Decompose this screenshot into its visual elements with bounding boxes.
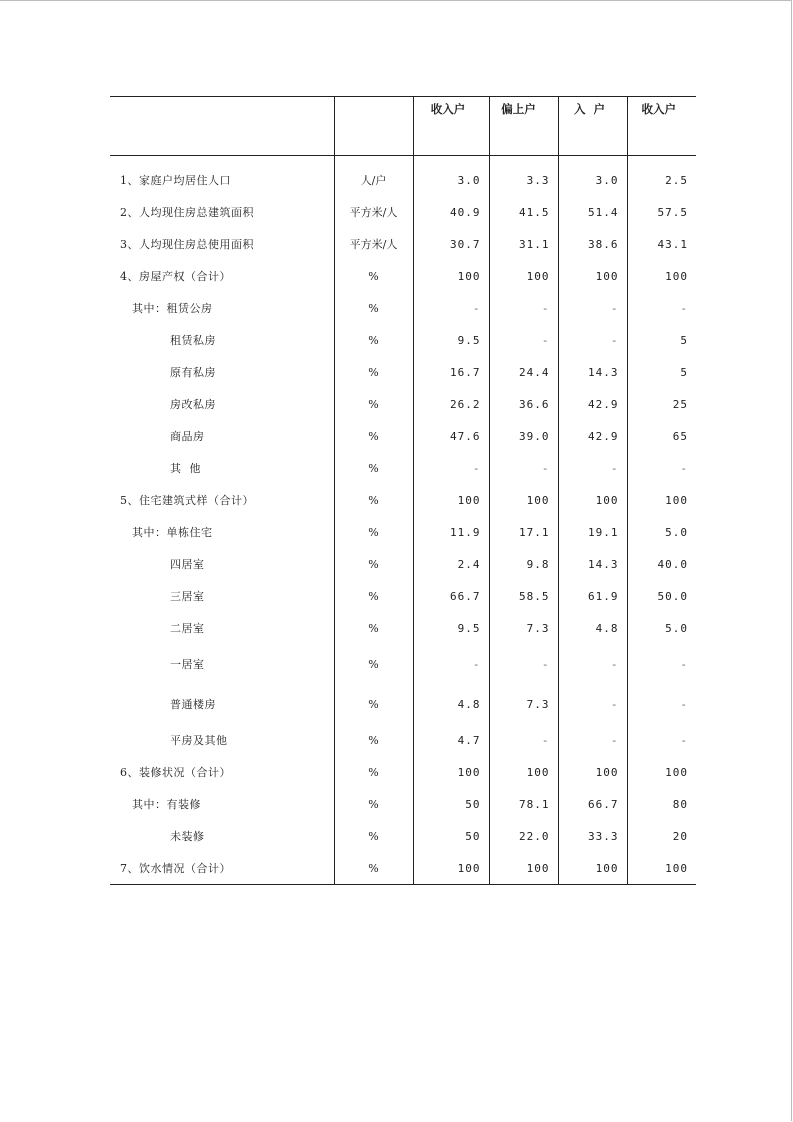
table-row <box>110 612 696 644</box>
cell-col-4: 100 <box>627 484 696 516</box>
cell-col-2: 7.3 <box>489 612 558 644</box>
table-row <box>110 452 696 484</box>
cell-col-1: 50 <box>413 788 489 820</box>
cell-col-2: 39.0 <box>489 420 558 452</box>
row-label: 其 他 <box>170 462 201 475</box>
table-row <box>110 788 696 820</box>
cell-col-3: 100 <box>558 852 627 885</box>
cell-col-1: 50 <box>413 820 489 852</box>
cell-col-1: 3.0 <box>413 164 489 196</box>
cell-col-1: 9.5 <box>413 612 489 644</box>
table-row <box>110 356 696 388</box>
table-row <box>110 164 696 196</box>
row-label: 2、人均现住房总建筑面积 <box>120 206 254 219</box>
cell-col-1: 100 <box>413 756 489 788</box>
cell-col-3: 66.7 <box>558 788 627 820</box>
cell-col-4: - <box>627 452 696 484</box>
cell-col-1: 100 <box>413 852 489 885</box>
table-row <box>110 388 696 420</box>
table-row <box>110 644 696 684</box>
row-unit: % <box>334 356 413 388</box>
table-row <box>110 852 696 885</box>
cell-col-3: 19.1 <box>558 516 627 548</box>
cell-col-3: - <box>558 684 627 724</box>
cell-col-1: 30.7 <box>413 228 489 260</box>
row-unit: % <box>334 452 413 484</box>
cell-col-3: - <box>558 644 627 684</box>
cell-col-1: - <box>413 292 489 324</box>
cell-col-2: 41.5 <box>489 196 558 228</box>
row-label: 其中：单栋住宅 <box>132 526 213 539</box>
row-unit: % <box>334 684 413 724</box>
cell-col-1: 11.9 <box>413 516 489 548</box>
row-unit: 平方米/人 <box>334 228 413 260</box>
row-label: 未装修 <box>170 830 205 843</box>
cell-col-4: 43.1 <box>627 228 696 260</box>
row-unit: % <box>334 612 413 644</box>
row-label: 四居室 <box>170 558 205 571</box>
cell-col-2: - <box>489 644 558 684</box>
row-label: 普通楼房 <box>170 698 216 711</box>
cell-col-2: 58.5 <box>489 580 558 612</box>
row-unit: % <box>334 260 413 292</box>
row-unit: % <box>334 756 413 788</box>
cell-col-1: - <box>413 452 489 484</box>
cell-col-4: 65 <box>627 420 696 452</box>
table-row <box>110 820 696 852</box>
cell-col-2: 17.1 <box>489 516 558 548</box>
cell-col-1: - <box>413 644 489 684</box>
cell-col-2: 24.4 <box>489 356 558 388</box>
row-unit: % <box>334 420 413 452</box>
cell-col-3: 14.3 <box>558 548 627 580</box>
cell-col-3: 14.3 <box>558 356 627 388</box>
cell-col-1: 26.2 <box>413 388 489 420</box>
cell-col-4: - <box>627 684 696 724</box>
row-label: 一居室 <box>170 658 205 671</box>
cell-col-2: 22.0 <box>489 820 558 852</box>
row-label: 7、饮水情况（合计） <box>110 852 334 885</box>
row-unit: % <box>334 292 413 324</box>
cell-col-3: - <box>558 324 627 356</box>
cell-col-2: - <box>489 724 558 756</box>
table-row <box>110 228 696 260</box>
cell-col-4: 20 <box>627 820 696 852</box>
table-row <box>110 292 696 324</box>
cell-col-1: 4.7 <box>413 724 489 756</box>
cell-col-4: 5 <box>627 324 696 356</box>
cell-col-2: 36.6 <box>489 388 558 420</box>
row-label: 二居室 <box>170 622 205 635</box>
header-col-4: 收入户 <box>627 97 696 156</box>
table-row <box>110 516 696 548</box>
row-label: 房改私房 <box>170 398 216 411</box>
cell-col-3: 51.4 <box>558 196 627 228</box>
cell-col-1: 100 <box>413 484 489 516</box>
header-col-1: 收入户 <box>413 97 489 156</box>
cell-col-4: - <box>627 644 696 684</box>
row-label: 三居室 <box>170 590 205 603</box>
cell-col-2: 7.3 <box>489 684 558 724</box>
cell-col-3: 100 <box>558 484 627 516</box>
cell-col-3: 33.3 <box>558 820 627 852</box>
cell-col-2: 100 <box>489 756 558 788</box>
cell-col-2: - <box>489 292 558 324</box>
cell-col-3: 42.9 <box>558 420 627 452</box>
cell-col-4: 2.5 <box>627 164 696 196</box>
row-unit: % <box>334 852 413 885</box>
row-label: 租赁私房 <box>170 334 216 347</box>
cell-col-1: 100 <box>413 260 489 292</box>
row-label: 商品房 <box>170 430 205 443</box>
row-unit: % <box>334 548 413 580</box>
row-label: 其中：有装修 <box>132 798 201 811</box>
cell-col-4: 5.0 <box>627 612 696 644</box>
cell-col-3: - <box>558 292 627 324</box>
table-row <box>110 484 696 516</box>
row-label: 4、房屋产权（合计） <box>120 270 231 283</box>
table-row <box>110 196 696 228</box>
row-unit: % <box>334 788 413 820</box>
table-row <box>110 260 696 292</box>
cell-col-1: 4.8 <box>413 684 489 724</box>
cell-col-4: 5.0 <box>627 516 696 548</box>
cell-col-4: 25 <box>627 388 696 420</box>
table-row <box>110 580 696 612</box>
cell-col-3: 100 <box>558 756 627 788</box>
row-label: 原有私房 <box>170 366 216 379</box>
row-label: 5、住宅建筑式样（合计） <box>120 494 254 507</box>
row-unit: % <box>334 580 413 612</box>
cell-col-1: 40.9 <box>413 196 489 228</box>
cell-col-1: 2.4 <box>413 548 489 580</box>
cell-col-2: - <box>489 324 558 356</box>
row-unit: % <box>334 324 413 356</box>
cell-col-4: - <box>627 292 696 324</box>
cell-col-4: 100 <box>627 756 696 788</box>
table-row <box>110 684 696 724</box>
header-item <box>110 97 334 156</box>
table-row <box>110 156 696 165</box>
table-row <box>110 420 696 452</box>
cell-col-1: 16.7 <box>413 356 489 388</box>
row-unit: 平方米/人 <box>334 196 413 228</box>
row-label: 1、家庭户均居住人口 <box>120 174 231 187</box>
row-label: 其中：租赁公房 <box>132 302 213 315</box>
housing-statistics-table <box>110 96 696 885</box>
cell-col-2: 31.1 <box>489 228 558 260</box>
cell-col-2: 100 <box>489 484 558 516</box>
cell-col-4: 100 <box>627 260 696 292</box>
cell-col-3: 42.9 <box>558 388 627 420</box>
header-col-3: 入 户 <box>558 97 627 156</box>
cell-col-4: - <box>627 724 696 756</box>
cell-col-3: 38.6 <box>558 228 627 260</box>
table-header-row <box>110 97 696 156</box>
row-label: 平房及其他 <box>170 734 228 747</box>
row-unit: % <box>334 820 413 852</box>
cell-col-3: 4.8 <box>558 612 627 644</box>
cell-col-1: 47.6 <box>413 420 489 452</box>
table-row <box>110 548 696 580</box>
cell-col-2: 9.8 <box>489 548 558 580</box>
row-unit: 人/户 <box>334 164 413 196</box>
header-unit <box>334 97 413 156</box>
cell-col-2: 78.1 <box>489 788 558 820</box>
cell-col-2: 100 <box>489 852 558 885</box>
cell-col-3: 61.9 <box>558 580 627 612</box>
row-label: 3、人均现住房总使用面积 <box>120 238 254 251</box>
header-col-2: 偏上户 <box>489 97 558 156</box>
cell-col-4: 40.0 <box>627 548 696 580</box>
cell-col-1: 66.7 <box>413 580 489 612</box>
cell-col-3: - <box>558 724 627 756</box>
cell-col-1: 9.5 <box>413 324 489 356</box>
row-unit: % <box>334 484 413 516</box>
cell-col-2: - <box>489 452 558 484</box>
cell-col-4: 100 <box>627 852 696 885</box>
cell-col-4: 5 <box>627 356 696 388</box>
cell-col-4: 50.0 <box>627 580 696 612</box>
cell-col-2: 3.3 <box>489 164 558 196</box>
row-label: 6、装修状况（合计） <box>120 766 231 779</box>
cell-col-3: - <box>558 452 627 484</box>
row-unit: % <box>334 388 413 420</box>
cell-col-3: 3.0 <box>558 164 627 196</box>
row-unit: % <box>334 644 413 684</box>
table-row <box>110 324 696 356</box>
table-row <box>110 756 696 788</box>
row-unit: % <box>334 516 413 548</box>
cell-col-3: 100 <box>558 260 627 292</box>
row-unit: % <box>334 724 413 756</box>
cell-col-2: 100 <box>489 260 558 292</box>
table-row <box>110 724 696 756</box>
cell-col-4: 80 <box>627 788 696 820</box>
cell-col-4: 57.5 <box>627 196 696 228</box>
